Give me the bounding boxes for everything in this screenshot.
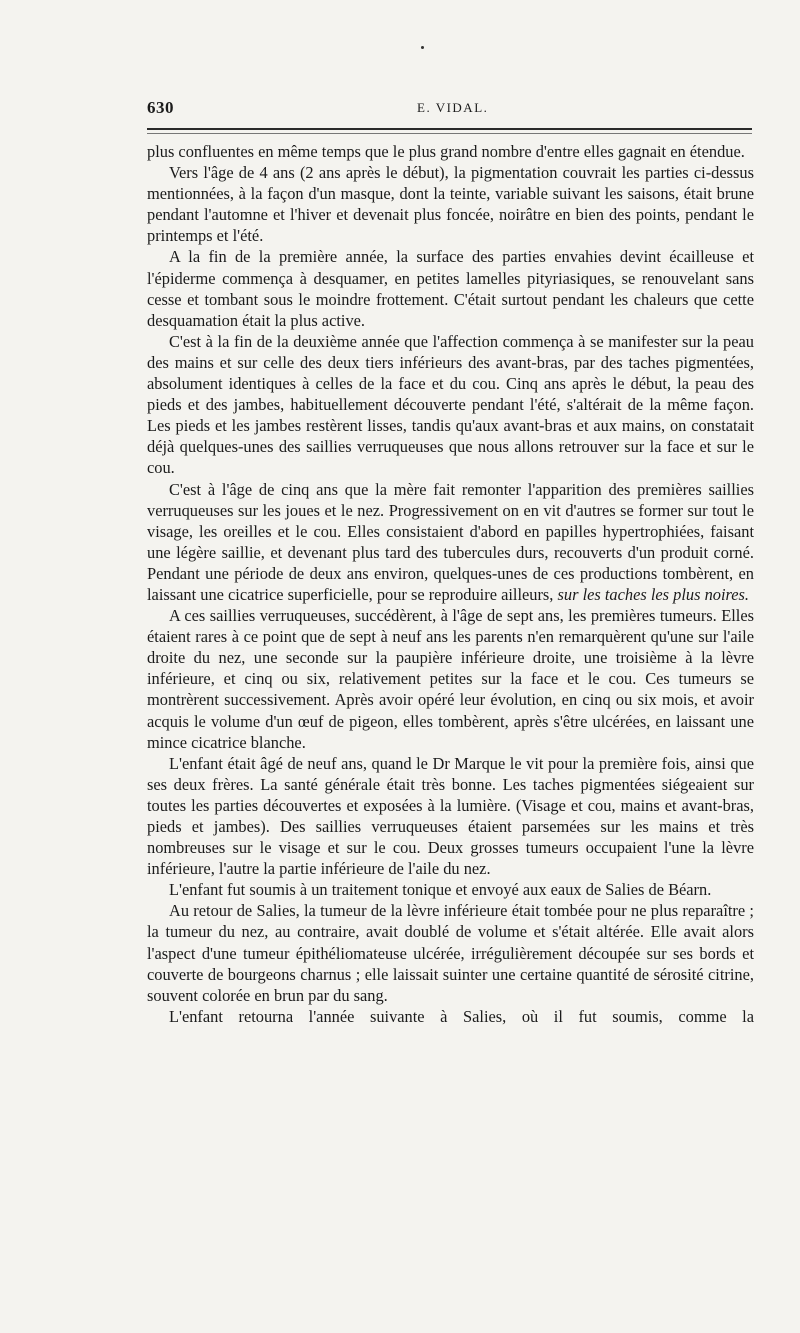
body-text	[147, 141, 754, 1027]
header-rule	[147, 128, 752, 130]
paragraph-text: C'est à l'âge de cinq ans que la mère fait remonter l'apparition des premières saillies verruqueuses sur les joues et le nez. Progressivement on en vit d'autres se former sur tout le visage, les oreilles et le cou. Elles consistaient d'abord en papilles hypertrophiées, faisant une légère saillie, et devenant plus tard des tubercules durs, recouverts d'un produit corné. Pendant une période de deux ans environ, quelques-unes de ces productions tombèrent, en laissant une cicatrice superficielle, pour se reproduire ailleurs,	[147, 479, 754, 604]
paragraph	[147, 479, 754, 606]
paragraph: L'enfant retourna l'année suivante à Salies, où il fut soumis, comme la	[169, 1006, 754, 1026]
paragraph: C'est à la fin de la deuxième année que l'affection commença à se manifester sur la peau des mains et sur celle des deux tiers inférieurs des avant-bras, par des taches pigmentées, absolument identiques à celles de la face et du cou. Cinq ans après le début, la peau des pieds et des jambes, habituellement découverte pendant l'été, s'altérait de la même façon. Les pieds et les jambes restèrent lisses, tandis qu'aux avant-bras et aux mains, on constatait déjà quelques-unes des saillies verruqueuses que nous allons retrouver sur la face et sur le cou.	[147, 331, 754, 478]
paragraph: Vers l'âge de 4 ans (2 ans après le début), la pigmentation couvrait les parties ci-dessus mentionnées, à la façon d'un masque, dont la teinte, variable suivant les saisons, était brune pendant l'automne et l'hiver et devenait plus foncée, noirâtre en bien des points, pendant le printemps et l'été.	[147, 163, 754, 246]
page-number: 630	[147, 98, 174, 117]
italic-phrase: sur les taches les plus noires.	[557, 584, 750, 604]
paragraph: L'enfant était âgé de neuf ans, quand le Dr Marque le vit pour la première fois, ainsi que ses deux frères. La santé générale était très bonne. Les taches pigmentées siégeaient sur toutes les parties découvertes et exposées à la lumière. (Visage et cou, mains et avant-bras, pieds et jambes). Des saillies verruqueuses étaient parsemées sur les mains et très nombreuses sur le visage et sur le cou. Deux grosses tumeurs occupaient l'une la lèvre inférieure, l'autre la partie inférieure de l'aile du nez.	[147, 753, 754, 879]
running-head: E. VIDAL.	[417, 100, 489, 115]
paragraph: plus confluentes en même temps que le plus grand nombre d'entre elles gagnait en étendue.	[147, 142, 745, 161]
paragraph: L'enfant fut soumis à un traitement tonique et envoyé aux eaux de Salies de Béarn.	[169, 880, 712, 900]
paragraph: Au retour de Salies, la tumeur de la lèvre inférieure était tombée pour ne plus reparaître ; la tumeur du nez, au contraire, avait doublé de volume et s'était altérée. Elle avait alors l'aspect d'une tumeur épithéliomateuse ulcérée, irrégulièrement découpée sur ses bords et couverte de bourgeons charnus ; elle laissait suinter une certaine quantité de sérosité citrine, souvent colorée en brun par du sang.	[147, 901, 754, 1005]
print-speck	[421, 46, 424, 49]
paragraph: A ces saillies verruqueuses, succédèrent, à l'âge de sept ans, les premières tumeurs. Elles étaient rares à ce point que de sept à neuf ans les parents n'en remarquèrent qu'une sur l'aile droite du nez, une seconde sur la paupière inférieure droite, une troisième à la lèvre inférieure, et cinq ou six, relativement petites sur la face et le cou. Ces tumeurs se montrèrent successivement. Après avoir opéré leur évolution, en cinq ou six mois, et avoir acquis le volume d'un œuf de pigeon, elles tombèrent, après s'être ulcérées, en laissant une mince cicatrice blanche.	[147, 606, 754, 752]
paragraph: A la fin de la première année, la surface des parties envahies devint écailleuse et l'épiderme commença à desquamer, en petites lamelles pityriasiques, se renouvelant sans cesse et tombant sous le moindre frottement. C'était surtout pendant les chaleurs que cette desquamation était la plus active.	[147, 247, 754, 330]
header-rule-thin	[147, 133, 752, 134]
page-header	[147, 98, 752, 122]
